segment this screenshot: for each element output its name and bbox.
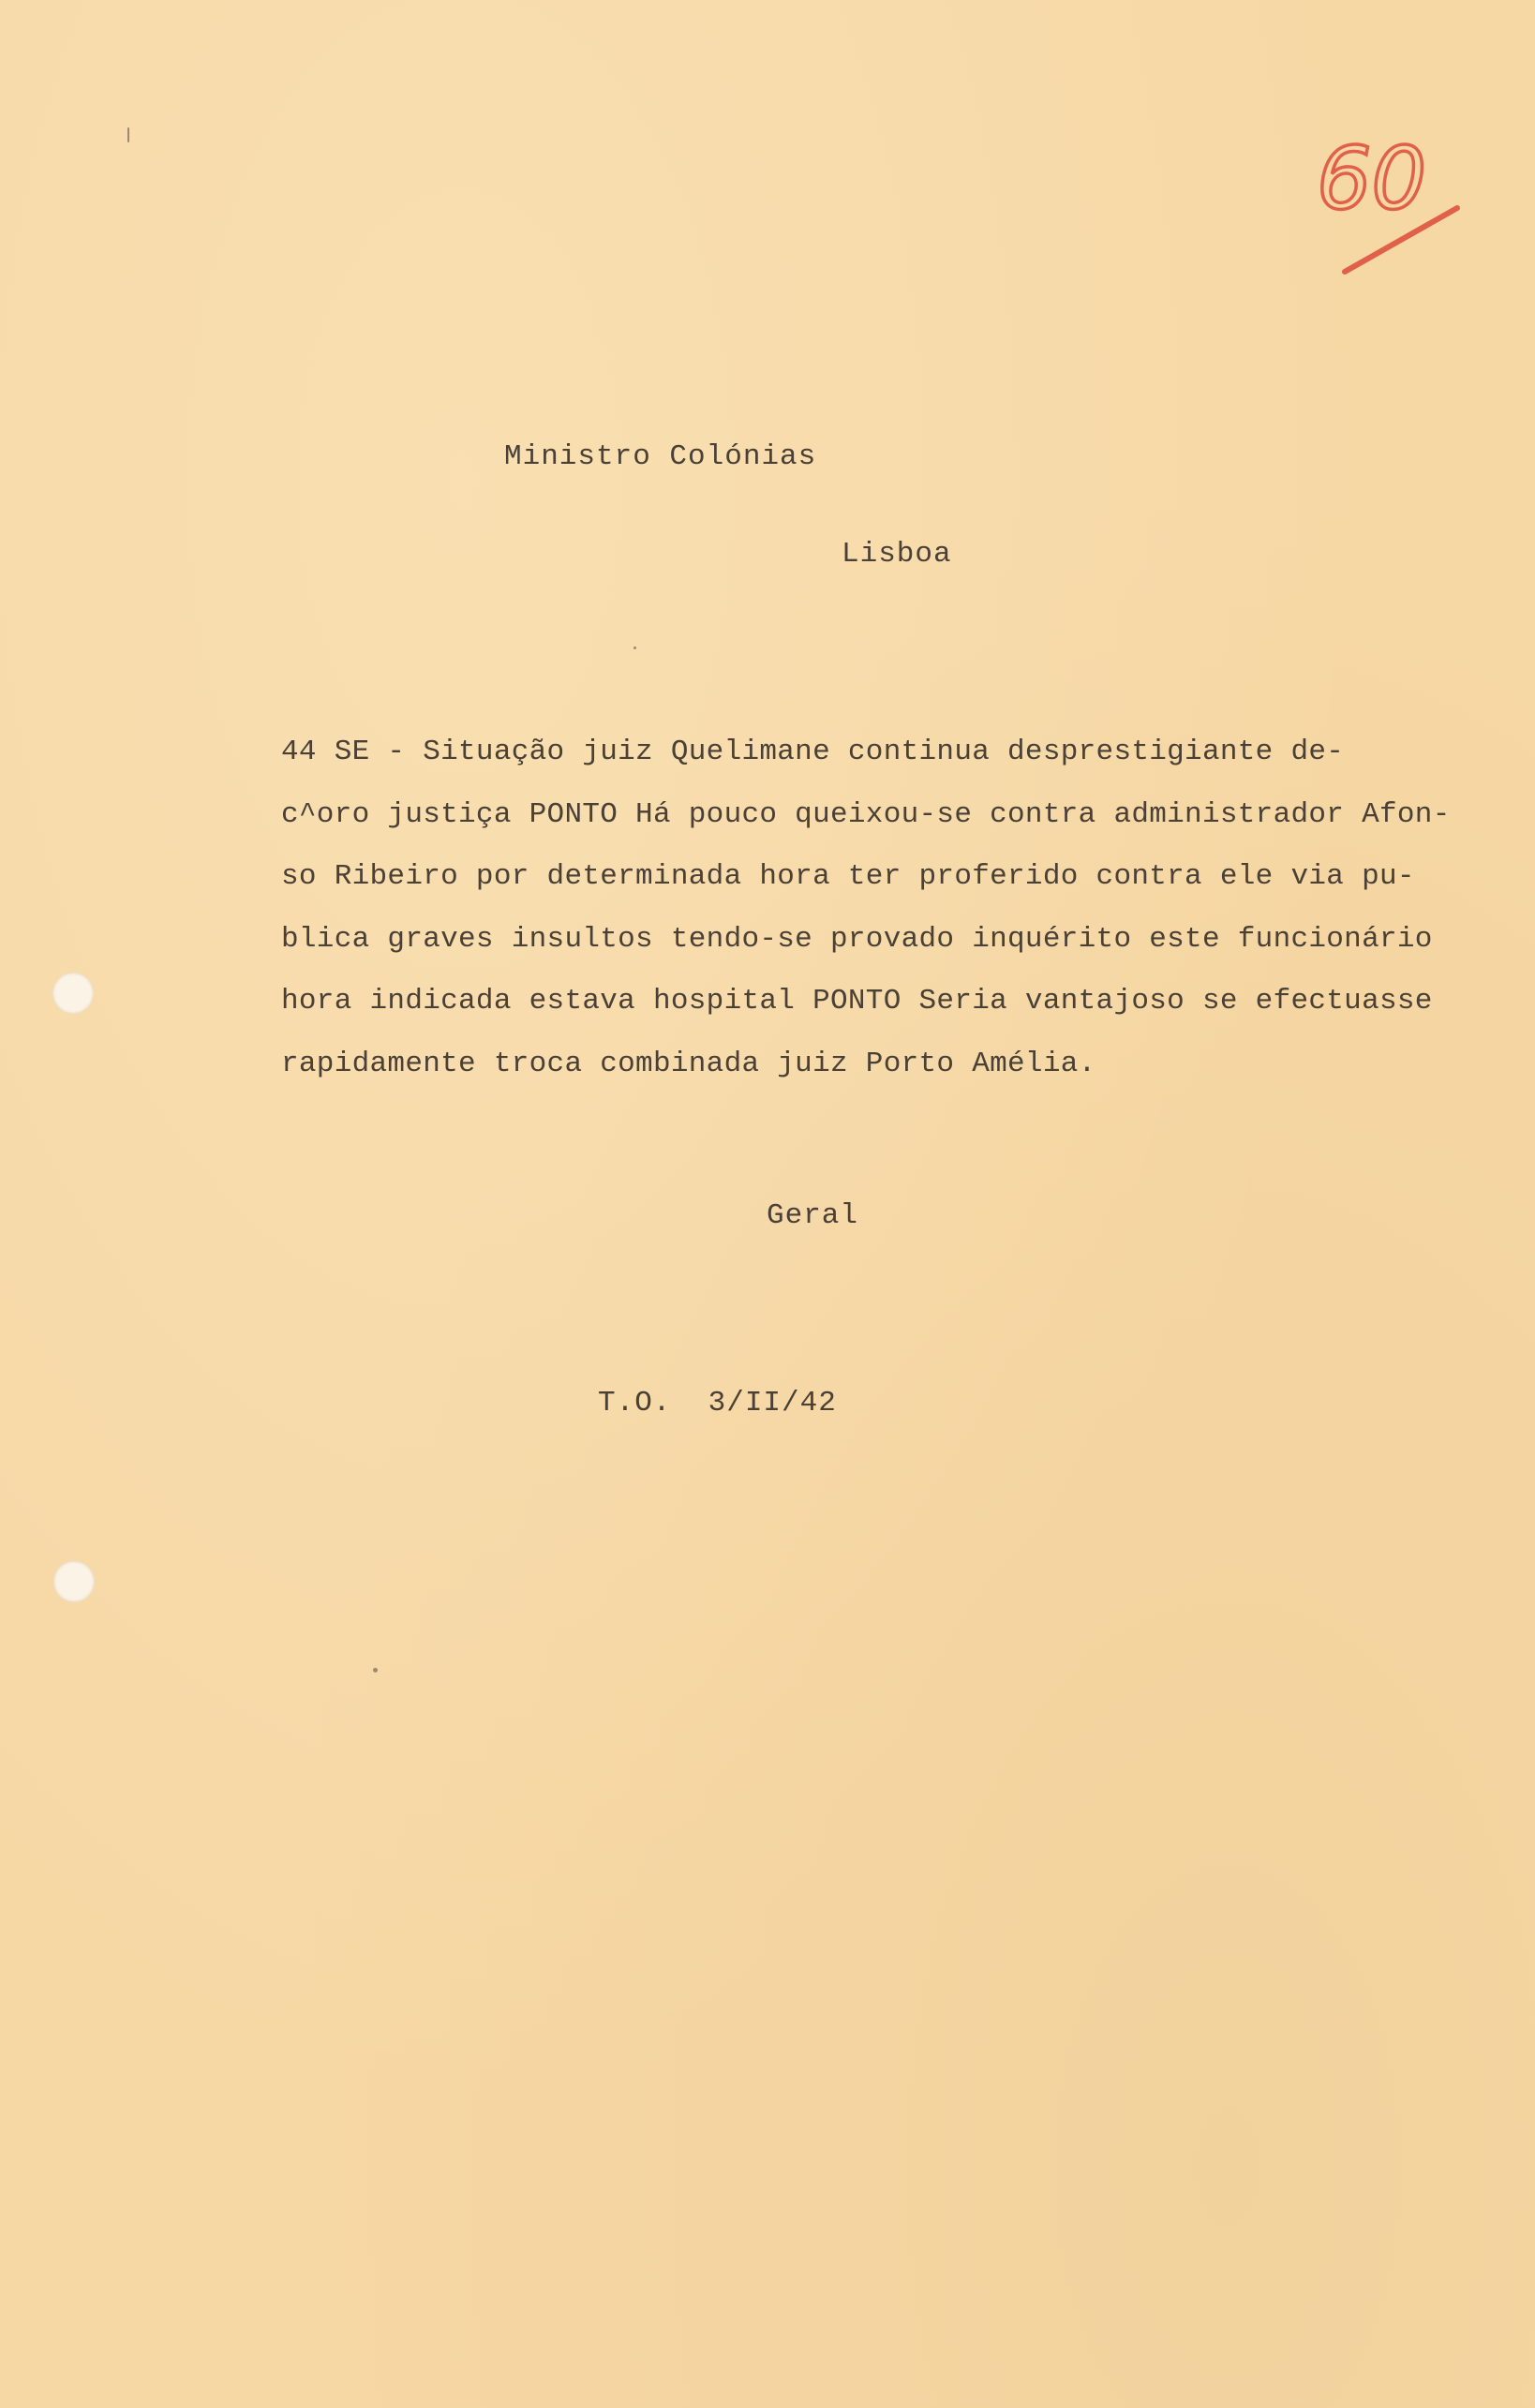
telegram-body xyxy=(281,721,1509,1095)
body-line: blica graves insultos tendo-se provado inquérito este funcionário xyxy=(281,922,1433,956)
body-line: rapidamente troca combinada juiz Porto Amélia. xyxy=(281,1047,1096,1080)
paper-speck xyxy=(633,647,636,649)
body-line: hora indicada estava hospital PONTO Seria vantajoso se efectuasse xyxy=(281,985,1433,1018)
body-line: so Ribeiro por determinada hora ter proferido contra ele via pu- xyxy=(281,860,1415,893)
signature: Geral xyxy=(767,1199,859,1232)
body-line: 44 SE - Situação juiz Quelimane continua desprestigiante de- xyxy=(281,736,1345,768)
body-line: c^oro justiça PONTO Há pouco queixou-se contra administrador Afon- xyxy=(281,797,1451,831)
reference-date: T.O. 3/II/42 xyxy=(598,1387,837,1420)
addressee: Ministro Colónias xyxy=(504,440,817,473)
punch-hole xyxy=(53,1561,95,1602)
city: Lisboa xyxy=(842,538,952,571)
paper-speck xyxy=(373,1668,378,1672)
punch-hole xyxy=(52,973,94,1014)
folio-number: 60 xyxy=(1317,128,1427,229)
folio-number-mark xyxy=(1317,122,1485,290)
paper-speck xyxy=(127,127,129,142)
